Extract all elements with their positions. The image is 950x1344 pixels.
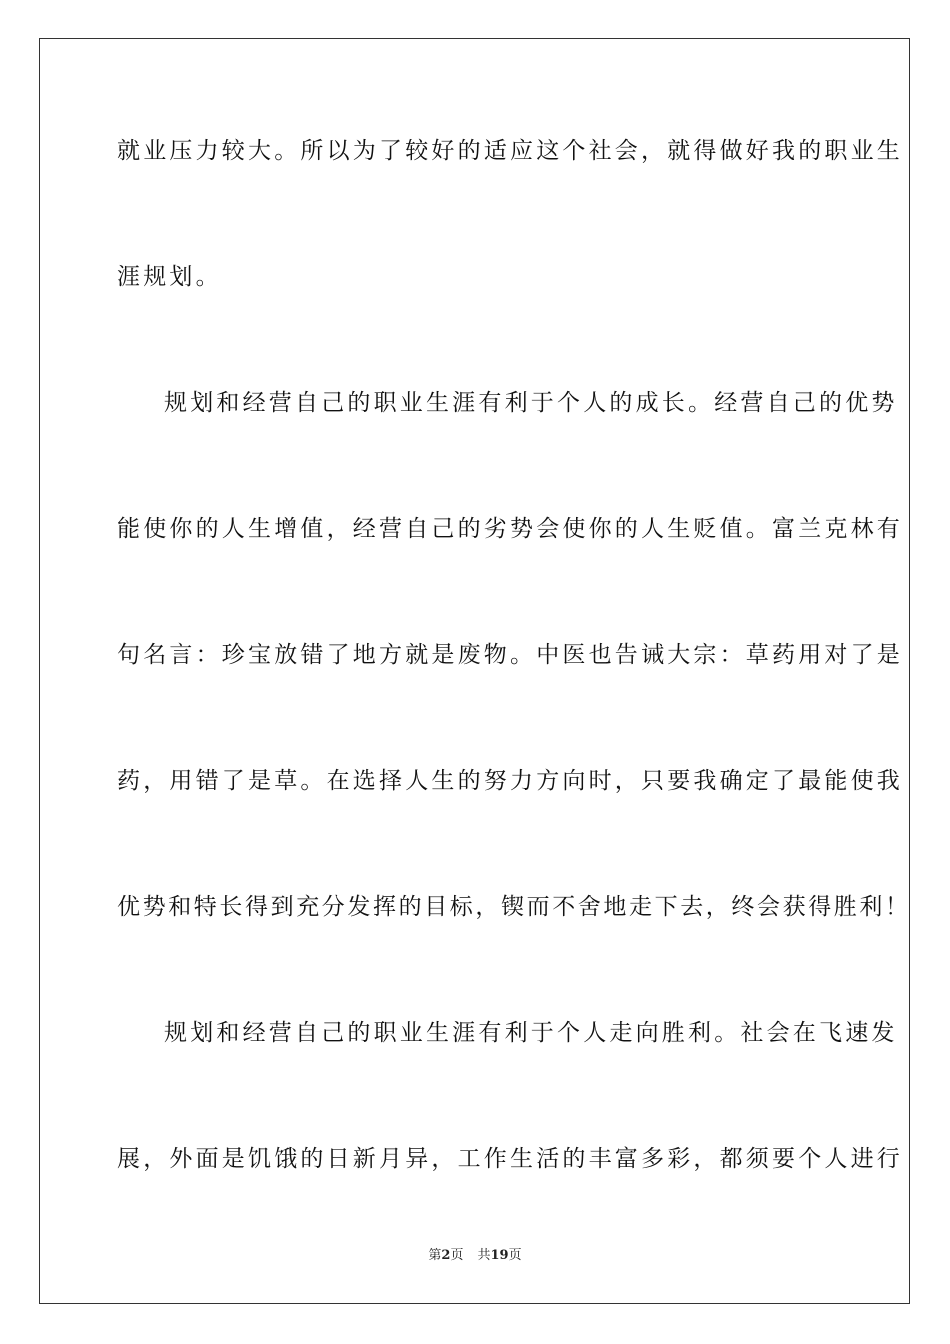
page-prefix: 第 <box>428 1248 442 1263</box>
paragraph-line: 优势和特长得到充分发挥的目标，锲而不舍地走下去，终会获得胜利！ <box>117 894 911 920</box>
paragraph-line: 药，用错了是草。在选择人生的努力方向时，只要我确定了最能使我 <box>117 768 903 794</box>
total-pages: 19 <box>490 1248 509 1263</box>
paragraph-line: 就业压力较大。所以为了较好的适应这个社会，就得做好我的职业生 <box>117 138 903 164</box>
paragraph-line: 涯规划。 <box>117 264 222 290</box>
page-border <box>39 38 910 1304</box>
paragraph-line: 展，外面是饥饿的日新月异，工作生活的丰富多彩，都须要个人进行 <box>117 1146 903 1172</box>
page-footer <box>0 1247 950 1265</box>
page-suffix: 页 <box>450 1248 464 1263</box>
paragraph-line: 规划和经营自己的职业生涯有利于个人走向胜利。社会在飞速发 <box>164 1020 898 1046</box>
total-suffix: 页 <box>508 1248 522 1263</box>
paragraph-line: 规划和经营自己的职业生涯有利于个人的成长。经营自己的优势 <box>164 390 898 416</box>
page-number: 2 <box>441 1248 451 1263</box>
paragraph-line: 能使你的人生增值，经营自己的劣势会使你的人生贬值。富兰克林有 <box>117 516 903 542</box>
total-prefix: 共 <box>477 1248 491 1263</box>
paragraph-line: 句名言：珍宝放错了地方就是废物。中医也告诫大宗：草药用对了是 <box>117 642 903 668</box>
